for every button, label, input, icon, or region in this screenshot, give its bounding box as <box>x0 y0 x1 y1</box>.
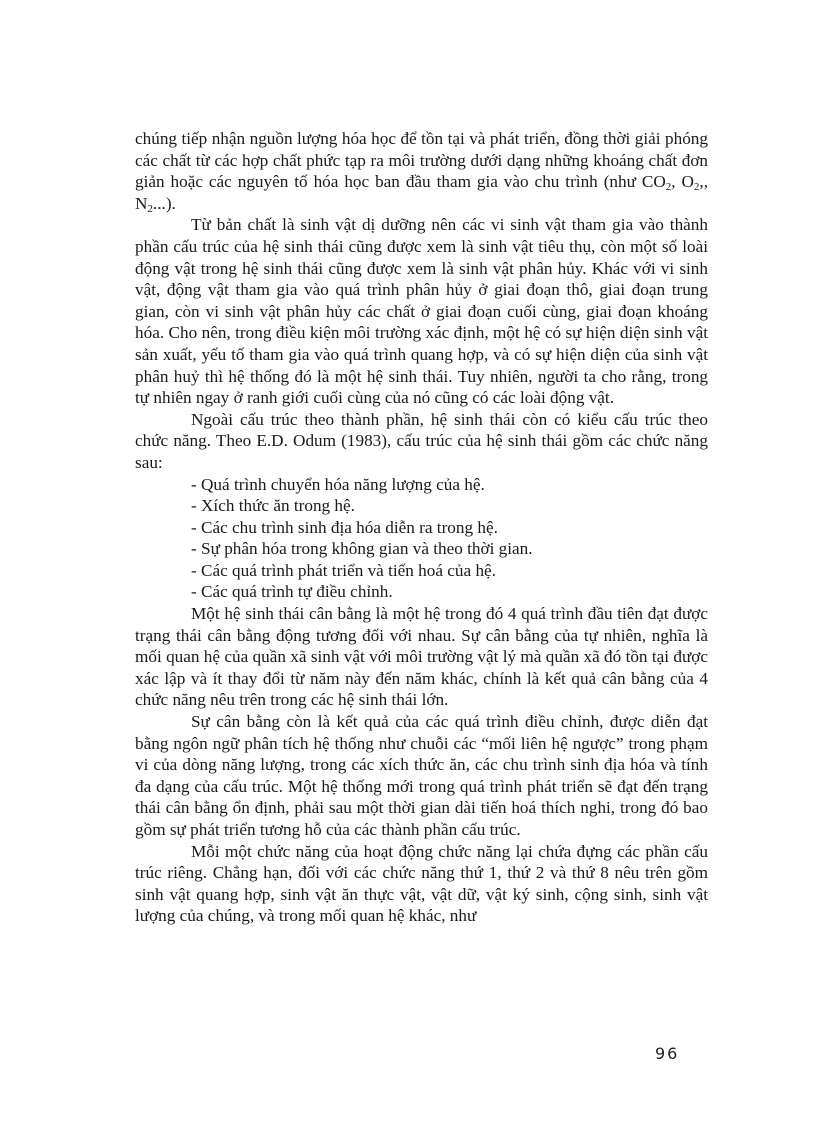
subscript-n2: 2 <box>147 202 153 215</box>
paragraph-6: Mỗi một chức năng của hoạt động chức năng lại chứa đựng các phần cấu trúc riêng. Chẳng hạn, đối với các chức năng thứ 1, thứ 2 và thứ 8 nêu trên gồm sinh vật quang hợp, sinh vật ăn thực vật, vật dữ, vật ký sinh, cộng sinh, sinh vật lượng của chúng, và trong mối quan hệ khác, như <box>135 841 708 926</box>
subscript-o2: 2 <box>693 181 700 194</box>
list-item: - Sự phân hóa trong không gian và theo thời gian. <box>191 539 533 559</box>
paragraph-4: Một hệ sinh thái cân bằng là một hệ trong đó 4 quá trình đầu tiên đạt được trạng thái cân bằng động tương đối với nhau. Sự cân bằng của tự nhiên, nghĩa là mối quan hệ của quần xã sinh vật với môi trường vật lý mà quần xã đó tồn tại được xác lập và ít thay đổi từ năm này đến năm khác, chính là kết quả cân bằng của 4 chức năng nêu trên trong các hệ sinh thái lớn. <box>135 604 708 710</box>
subscript-co2: 2 <box>665 181 672 194</box>
function-list <box>135 474 708 604</box>
list-item: - Quá trình chuyển hóa năng lượng của hệ. <box>191 474 485 494</box>
paragraph-1-text-d: ...). <box>152 193 176 213</box>
list-item: - Các quá trình phát triển và tiến hoá của hệ. <box>191 560 496 580</box>
paragraph-1-text: chúng tiếp nhận nguồn lượng hóa học để tồn tại và phát triển, đồng thời giải phóng các chất từ các hợp chất phức tạp ra môi trường dưới dạng những khoáng chất đơn giản hoặc các nguyên tố hóa học ban đầu tham gia vào chu trình (như CO <box>135 129 708 192</box>
paragraph-3: Ngoài cấu trúc theo thành phần, hệ sinh thái còn có kiểu cấu trúc theo chức năng. Theo E.D. Odum (1983), cấu trúc của hệ sinh thái gồm các chức năng sau: <box>135 409 708 472</box>
paragraph-1-text-b: , O <box>671 172 694 192</box>
page-body <box>135 128 708 927</box>
page-number: 96 <box>655 1044 680 1063</box>
paragraph-1 <box>135 128 708 214</box>
list-item: - Các quá trình tự điều chỉnh. <box>191 582 393 602</box>
paragraph-5: Sự cân bằng còn là kết quả của các quá trình điều chỉnh, được diễn đạt bằng ngôn ngữ phân tích hệ thống như chuỗi các “mối liên hệ ngược” trong phạm vi của dòng năng lượng, trong các xích thức ăn, các chu trình sinh địa hóa và tính đa dạng của cấu trúc. Một hệ thống mới trong quá trình phát triển sẽ đạt đến trạng thái cân bằng ổn định, phải sau một thời gian dài tiến hoá thích nghi, trong đó bao gồm sự phát triển tương hỗ của các thành phần cấu trúc. <box>135 712 708 839</box>
paragraph-2: Từ bản chất là sinh vật dị dưỡng nên các vi sinh vật tham gia vào thành phần cấu trúc của hệ sinh thái cũng được xem là sinh vật tiêu thụ, còn một số loài động vật trong hệ sinh thái cũng được xem là sinh vật phân hủy. Khác với vi sinh vật, động vật tham gia vào quá trình phân hủy ở giai đoạn thô, giai đoạn trung gian, còn vi sinh vật phân hủy các chất ở giai đoạn cuối cùng, giai đoạn khoáng hóa. Cho nên, trong điều kiện môi trường xác định, một hệ có sự hiện diện sinh vật sản xuất, yếu tố tham gia vào quá trình quang hợp, và có sự hiện diện của sinh vật phân huỷ thì hệ thống đó là một hệ sinh thái. Tuy nhiên, người ta cho rằng, trong tự nhiên ngay ở ranh giới cuối cùng của nó cũng có các loài động vật. <box>135 215 708 408</box>
paragraph-1-text-c: ,, N <box>135 172 708 213</box>
list-item: - Xích thức ăn trong hệ. <box>191 496 355 516</box>
list-item: - Các chu trình sinh địa hóa diễn ra trong hệ. <box>191 517 498 537</box>
